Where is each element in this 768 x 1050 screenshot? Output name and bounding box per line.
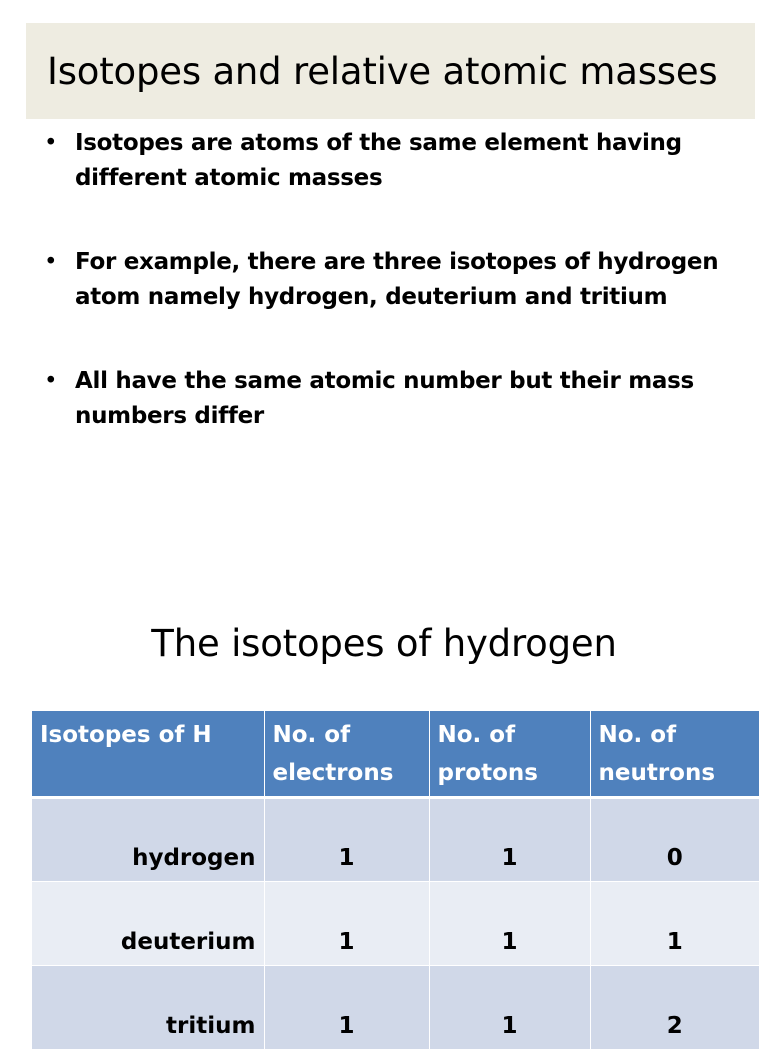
cell-electrons: 1 [264, 882, 429, 966]
bullet-item [44, 126, 734, 196]
cell-neutrons: 0 [590, 798, 759, 882]
bullet-item [44, 364, 734, 434]
bullet-text: All have the same atomic number but their mass numbers differ [75, 368, 694, 429]
table-row [32, 966, 759, 1050]
bullet-dot: • [44, 130, 58, 156]
bullet-text: Isotopes are atoms of the same element having different atomic masses [75, 130, 682, 191]
cell-isotope-name: hydrogen [32, 798, 264, 882]
header-neutrons: No. of neutrons [590, 711, 759, 798]
title-bar [26, 23, 755, 119]
table-row [32, 882, 759, 966]
table-header-row [32, 711, 759, 798]
bullet-item [44, 245, 734, 315]
bullet-text: For example, there are three isotopes of hydrogen atom namely hydrogen, deuterium and tritium [75, 249, 719, 310]
table-row [32, 798, 759, 882]
section-subtitle: The isotopes of hydrogen [151, 622, 617, 665]
cell-neutrons: 1 [590, 882, 759, 966]
header-protons: No. of protons [429, 711, 590, 798]
cell-protons: 1 [429, 798, 590, 882]
cell-isotope-name: deuterium [32, 882, 264, 966]
header-electrons: No. of electrons [264, 711, 429, 798]
bullet-dot: • [44, 368, 58, 394]
cell-protons: 1 [429, 882, 590, 966]
header-isotope: Isotopes of H [32, 711, 264, 798]
cell-protons: 1 [429, 966, 590, 1050]
cell-electrons: 1 [264, 798, 429, 882]
bullet-dot: • [44, 249, 58, 275]
cell-neutrons: 2 [590, 966, 759, 1050]
slide-title: Isotopes and relative atomic masses [47, 49, 718, 93]
cell-isotope-name: tritium [32, 966, 264, 1050]
isotopes-table [32, 711, 759, 1050]
cell-electrons: 1 [264, 966, 429, 1050]
bullet-list [44, 126, 734, 434]
